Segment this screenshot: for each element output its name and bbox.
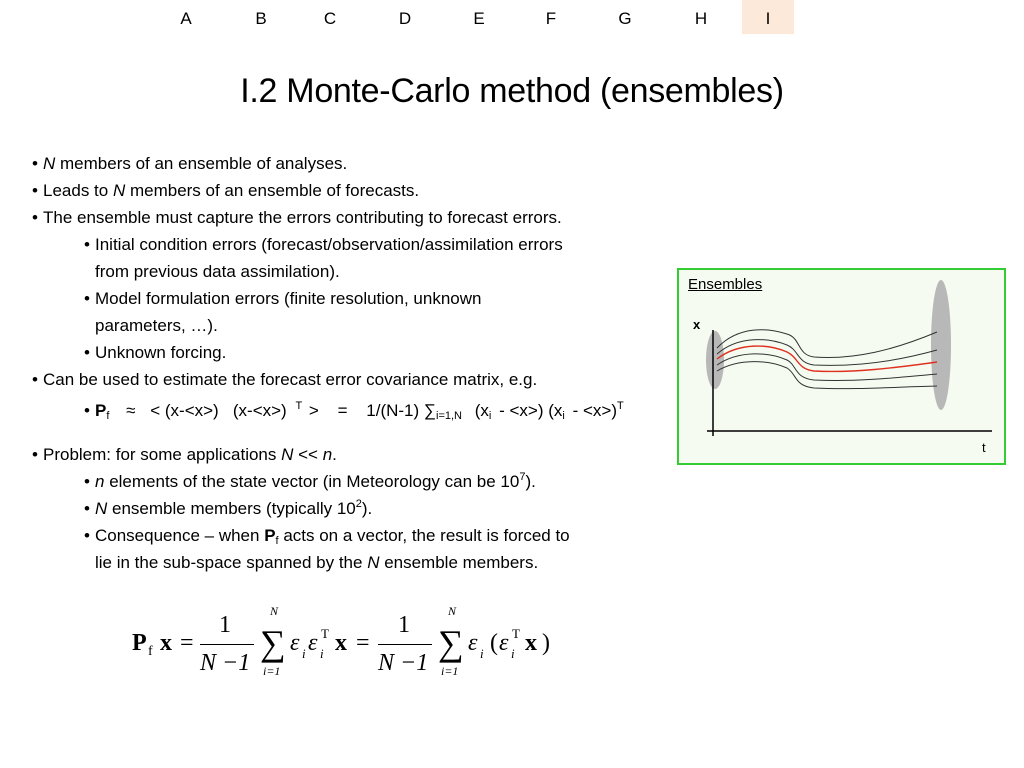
bullet-mark: •	[32, 208, 38, 227]
nav-item-e[interactable]: E	[473, 9, 485, 28]
nav-item-d[interactable]: D	[398, 9, 412, 28]
bullet-mark: •	[84, 401, 90, 420]
x-axis-label: t	[982, 440, 986, 455]
bullet-mark: •	[32, 181, 38, 200]
bullet-mark: •	[84, 499, 90, 518]
nav-item-h[interactable]: H	[694, 9, 708, 28]
bullet-state-vector-size: n elements of the state vector (in Meteorology can be $10^7$).	[95, 471, 536, 491]
y-axis-label: x	[693, 317, 701, 332]
figure-title: Ensembles	[688, 276, 763, 293]
bullet-covariance-formula: $P_f$ ≈ < (x-<x>) (x-<x>) $^T$ > = 1/(N-1) $\sum_{i=1,N}$ $(x_i - <x>)$ $(x_i - <x>)^T$	[95, 400, 624, 422]
bullet-mark: •	[32, 370, 38, 389]
ensembles-diagram	[679, 270, 1004, 463]
bullet-capture-errors: The ensemble must capture the errors contributing to forecast errors.	[43, 208, 562, 227]
projection-equation: P f x = 1 N −1 ∑ N i=1 ε i ε T i x = 1 N −1 ∑ N i=1 ε i ( ε T i x )	[132, 604, 550, 678]
bullet-mark: •	[84, 343, 90, 362]
bullet-unknown-forcing: Unknown forcing.	[95, 343, 227, 362]
bullet-consequence-cont: lie in the sub-space spanned by the N ensemble members.	[95, 553, 539, 572]
bullet-mark: •	[84, 472, 90, 491]
nav-item-f[interactable]: F	[545, 9, 557, 28]
top-navigation	[148, 0, 808, 34]
bullet-ensemble-analyses: N members of an ensemble of analyses.	[43, 154, 348, 173]
bullet-mark: •	[84, 289, 90, 308]
nav-item-c[interactable]: C	[323, 9, 337, 28]
forecast-spread-ellipse	[931, 280, 951, 410]
ensemble-curve	[717, 330, 937, 358]
ensemble-mean-curve	[717, 346, 937, 371]
bullet-mark: •	[84, 235, 90, 254]
bullet-consequence: Consequence – when $P_f$ acts on a vector, the result is forced to	[95, 526, 570, 547]
fraction-bar	[378, 644, 432, 645]
initial-spread-ellipse	[706, 331, 724, 389]
nav-item-i[interactable]: I	[742, 0, 794, 34]
nav-item-b[interactable]: B	[255, 9, 267, 28]
ensembles-figure	[677, 268, 1006, 465]
nav-item-a[interactable]: A	[180, 9, 192, 28]
bullet-mark: •	[84, 526, 90, 545]
bullet-initial-condition-errors: Initial condition errors (forecast/observation/assimilation errors	[95, 235, 563, 254]
bullet-ensemble-forecasts: Leads to N members of an ensemble of forecasts.	[43, 181, 420, 200]
fraction-bar	[200, 644, 254, 645]
bullet-mark: •	[32, 154, 38, 173]
bullet-problem: Problem: for some applications N << n.	[43, 445, 337, 464]
slide-title: I.2 Monte-Carlo method (ensembles)	[240, 72, 784, 110]
bullet-covariance-estimate: Can be used to estimate the forecast error covariance matrix, e.g.	[43, 370, 538, 389]
nav-item-g[interactable]: G	[618, 9, 632, 28]
bullet-initial-condition-errors-cont: from previous data assimilation).	[95, 262, 340, 281]
bullet-model-formulation-errors-cont: parameters, …).	[95, 316, 218, 335]
bullet-mark: •	[32, 445, 38, 464]
bullet-ensemble-size: N ensemble members (typically $10^2$).	[95, 498, 373, 518]
bullet-model-formulation-errors: Model formulation errors (finite resolution, unknown	[95, 289, 482, 308]
